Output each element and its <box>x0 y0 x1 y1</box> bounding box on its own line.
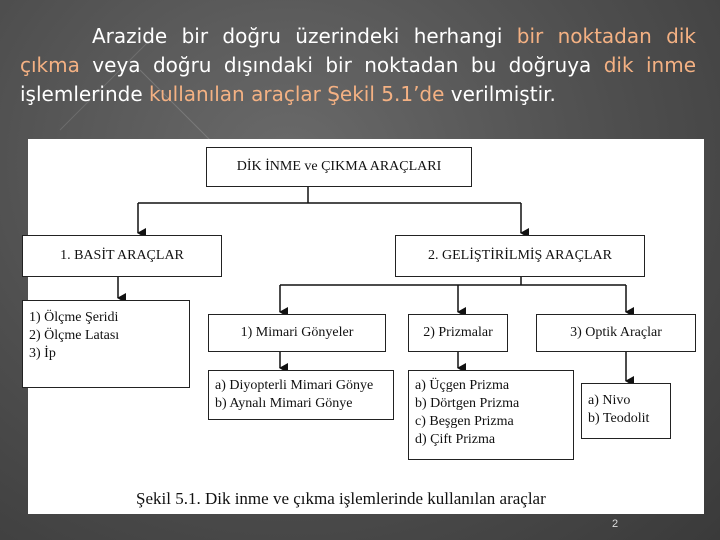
prisms-box: 2) Prizmalar <box>408 314 508 352</box>
list-item: 3) İp <box>29 346 56 361</box>
list-item: b) Teodolit <box>588 411 650 426</box>
intro-text-1: Arazide bir doğru üzerindeki herhangi <box>92 24 517 48</box>
intro-highlight-3: kullanılan araçlar Şekil 5.1’de <box>149 82 445 106</box>
list-item: 2) Ölçme Latası <box>29 328 120 343</box>
advanced-tools-box: 2. GELİŞTİRİLMİŞ ARAÇLAR <box>395 235 645 277</box>
list-item: b) Dörtgen Prizma <box>415 396 520 411</box>
figure-caption: Şekil 5.1. Dik inme ve çıkma işlemlerinde kullanılan araçlar <box>136 489 546 508</box>
list-item: b) Aynalı Mimari Gönye <box>215 396 353 411</box>
list-item: c) Beşgen Prizma <box>415 414 514 429</box>
optical-tools-list <box>581 383 671 439</box>
intro-highlight-2: dik inme <box>603 53 696 77</box>
list-item: a) Üçgen Prizma <box>415 378 510 393</box>
architect-squares-list <box>208 370 394 420</box>
intro-text-3: işlemlerinde <box>20 82 149 106</box>
basic-tools-box: 1. BASİT ARAÇLAR <box>22 235 222 277</box>
list-item: 1) Ölçme Şeridi <box>29 310 119 325</box>
list-item: a) Diyopterli Mimari Gönye <box>215 378 374 393</box>
list-item: a) Nivo <box>588 393 631 408</box>
list-item: d) Çift Prizma <box>415 432 496 447</box>
intro-text-4: verilmiştir. <box>444 82 556 106</box>
page-number: 2 <box>612 518 619 530</box>
prisms-list <box>408 370 574 460</box>
intro-highlight-1: bir noktadan dik çıkma <box>20 24 696 77</box>
intro-text-2: veya doğru dışındaki bir noktadan bu doğruya <box>79 53 604 77</box>
basic-tools-list <box>22 300 190 388</box>
optical-tools-box: 3) Optik Araçlar <box>536 314 696 352</box>
architect-squares-box: 1) Mimari Gönyeler <box>208 314 386 352</box>
intro-paragraph <box>20 22 696 109</box>
root-box: DİK İNME ve ÇIKMA ARAÇLARI <box>206 147 472 187</box>
diagram-figure <box>28 139 704 514</box>
